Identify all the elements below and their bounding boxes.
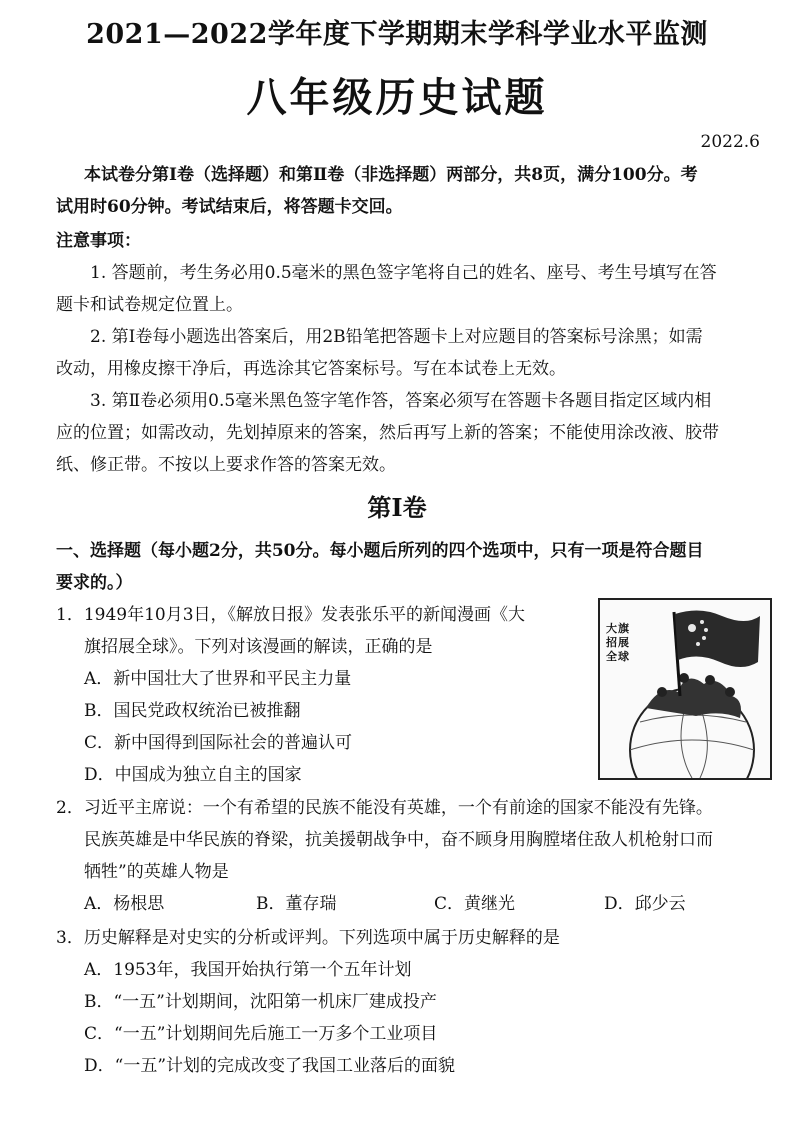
note-2-line-1: 2. 第Ⅰ卷每小题选出答案后，用2B铅笔把答题卡上对应题目的答案标号涂黑；如需 [90,327,703,347]
q1-stem-line-1: 1．1949年10月3日，《解放日报》发表张乐平的新闻漫画《大 [56,605,526,625]
intro-line-2: 试用时60分钟。考试结束后，将答题卡交回。 [56,197,403,217]
flag-star [688,624,696,632]
q3-option-a: A．1953年，我国开始执行第一个五年计划 [84,960,412,980]
flag-star [702,636,706,640]
section-instruction-line-1: 一、选择题（每小题2分，共50分。每小题后所列的四个选项中，只有一项是符合题目 [56,541,704,561]
flag [675,610,760,667]
q3-option-b: B．“一五”计划期间，沈阳第一机床厂建成投产 [84,992,437,1012]
note-3-line-3: 纸、修正带。不按以上要求作答的答案无效。 [56,455,396,475]
q3-stem-line-1: 3．历史解释是对史实的分析或评判。下列选项中属于历史解释的是 [56,928,560,948]
figure-head [657,687,667,697]
q2-stem-line-3: 牺牲”的英雄人物是 [84,862,229,882]
figure-head [679,673,689,683]
q1-option-c: C．新中国得到国际社会的普遍认可 [84,733,353,753]
globe-line [640,715,746,722]
q1-option-a: A．新中国壮大了世界和平民主力量 [84,669,352,689]
note-3-line-2: 应的位置；如需改动，先划掉原来的答案，然后再写上新的答案；不能使用涂改液、胶带 [56,423,719,443]
exam-title: 2021—2022学年度下学期期末学科学业水平监测 [86,19,708,50]
crowd-figures [646,679,741,718]
q2-option-d: D．邱少云 [604,894,686,914]
figure-head [705,675,715,685]
section-title: 第Ⅰ卷 [367,493,427,522]
exam-subject: 八年级历史试题 [246,74,548,121]
figure-head [725,687,735,697]
q3-option-c: C．“一五”计划期间先后施工一万多个工业项目 [84,1024,438,1044]
q2-stem-line-1: 2．习近平主席说：一个有希望的民族不能没有英雄，一个有前途的国家不能没有先锋。 [56,798,713,818]
notes-heading: 注意事项： [56,231,141,251]
news-cartoon-image [598,598,772,780]
flag-star [696,642,700,646]
q2-stem-line-2: 民族英雄是中华民族的脊梁，抗美援朝战争中，奋不顾身用胸膛堵住敌人机枪射口而 [84,830,713,850]
q3-option-d: D．“一五”计划的完成改变了我国工业落后的面貌 [84,1056,456,1076]
q1-option-d: D．中国成为独立自主的国家 [84,765,302,785]
q1-option-b: B．国民党政权统治已被推翻 [84,701,301,721]
flag-star [700,620,704,624]
flag-star [704,628,708,632]
note-2-line-2: 改动，用橡皮擦干净后，再选涂其它答案标号。写在本试卷上无效。 [56,359,566,379]
q1-stem-line-2: 旗招展全球》。下列对该漫画的解读，正确的是 [84,637,433,657]
intro-line-1: 本试卷分第Ⅰ卷（选择题）和第Ⅱ卷（非选择题）两部分，共8页，满分100分。考 [84,165,698,185]
exam-date: 2022.6 [700,132,760,152]
globe-line [630,740,754,750]
q2-option-c: C．黄继光 [434,894,516,914]
q2-option-a: A．杨根思 [84,894,165,914]
cartoon-caption: 大旗 招展 全球 [606,622,629,663]
note-3-line-1: 3. 第Ⅱ卷必须用0.5毫米黑色签字笔作答，答案必须写在答题卡各题目指定区域内相 [90,391,712,411]
cartoon-drawing [600,600,770,778]
section-instruction-line-2: 要求的。） [56,573,133,593]
q2-option-b: B．董存瑞 [256,894,337,914]
note-1-line-2: 题卡和试卷规定位置上。 [56,295,243,315]
note-1-line-1: 1. 答题前，考生务必用0.5毫米的黑色签字笔将自己的姓名、座号、考生号填写在答 [90,263,717,283]
